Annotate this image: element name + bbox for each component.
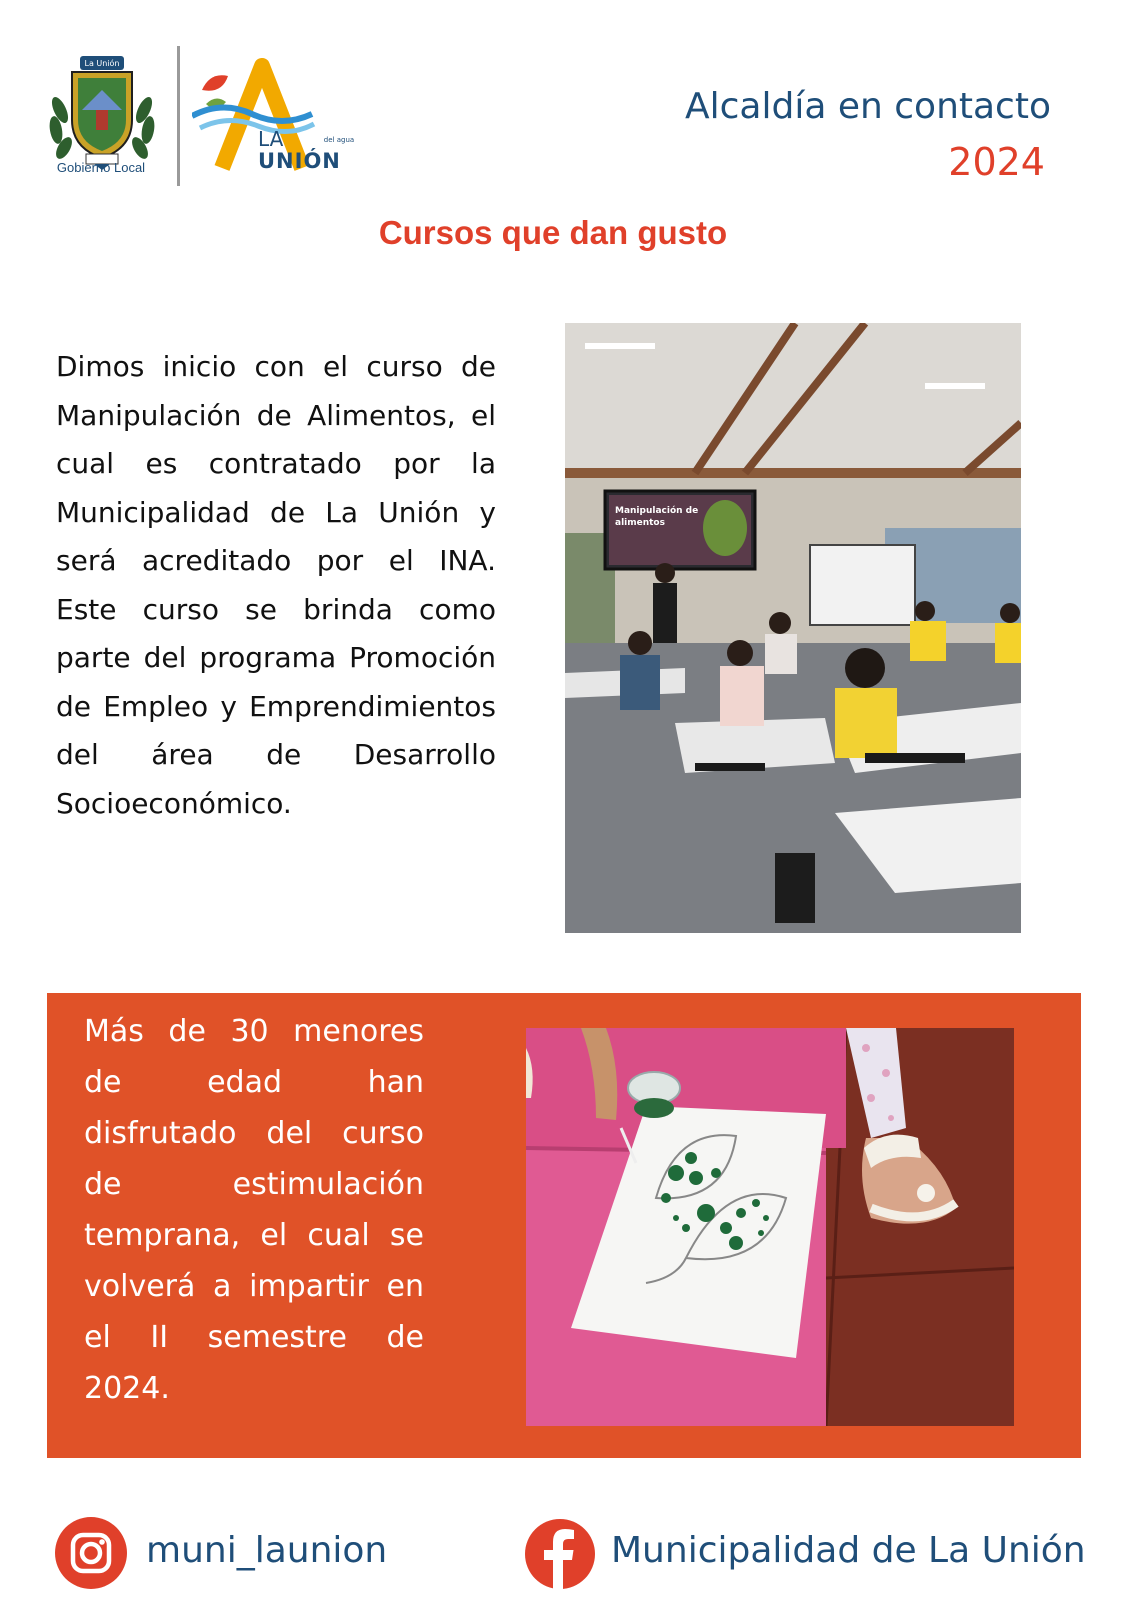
header-year: 2024	[948, 140, 1045, 184]
slide-title-line-2: alimentos	[615, 518, 665, 528]
la-union-brand-logo	[192, 58, 362, 173]
child-painting-photo	[526, 1028, 1014, 1426]
brand-la-text: LA	[258, 127, 284, 151]
facebook-page-name[interactable]: Municipalidad de La Unión	[611, 1530, 1086, 1571]
header-title: Alcaldía en contacto	[685, 86, 1051, 127]
instagram-icon[interactable]	[55, 1517, 127, 1589]
crest-label: Gobierno Local	[56, 160, 146, 175]
slide-title-line-1: Manipulación de	[615, 506, 699, 516]
crest-ribbon-text: La Unión	[84, 59, 120, 68]
instagram-handle[interactable]: muni_launion	[146, 1530, 388, 1571]
article-paragraph-food-handling: Dimos inicio con el curso de Manipulación de Alimentos, el cual es contratado por la Municipalidad de La Unión y será acreditado por el INA. Este curso se brinda como parte del programa Promoción de Empleo y Emprendimientos del área de Desarrollo Socioeconómico.	[56, 350, 496, 820]
municipal-crest-logo	[42, 50, 162, 175]
header-divider	[177, 46, 180, 186]
article-paragraph-early-stimulation: Más de 30 menores de edad han disfrutado del curso de estimulación temprana, el cual se volverá a impartir en el II semestre de 2024.	[84, 1014, 424, 1406]
section-title: Cursos que dan gusto	[378, 214, 728, 251]
brand-union-text: UNIÓN	[258, 149, 341, 173]
brand-small-text: del agua	[323, 136, 355, 144]
classroom-photo	[565, 323, 1021, 933]
facebook-icon[interactable]	[525, 1519, 595, 1589]
